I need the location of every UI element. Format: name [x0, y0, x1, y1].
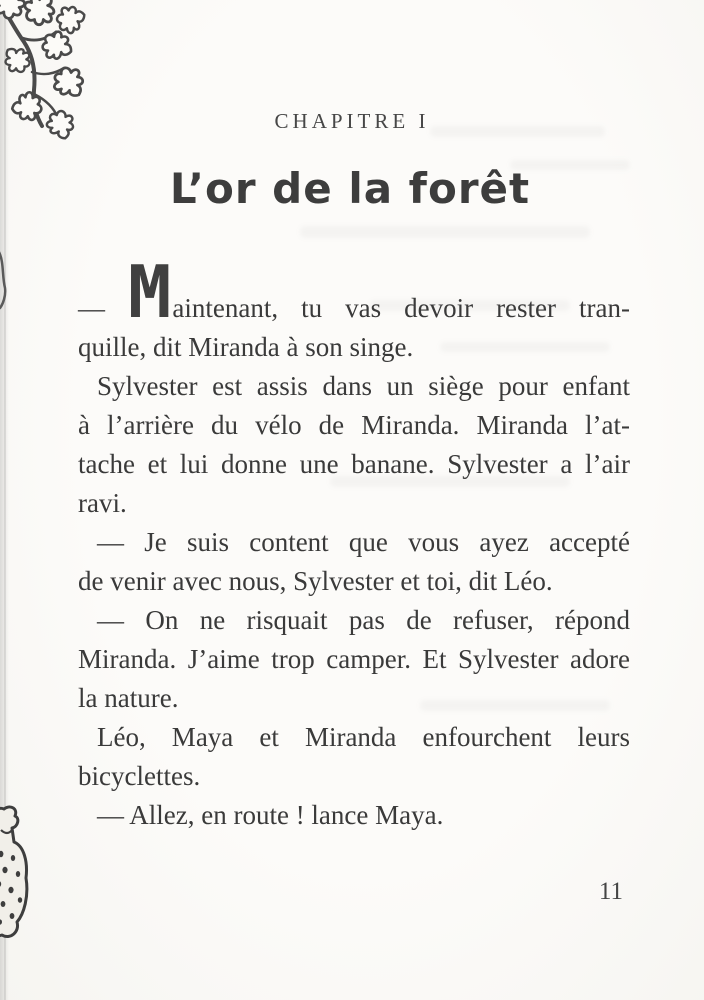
text-run: aintenant, tu vas devoir rester tran-	[172, 293, 631, 323]
text-line: ravi.	[78, 488, 127, 518]
branch-edge-mark	[0, 250, 10, 310]
chapter-heading: CHAPITRE I	[274, 109, 430, 133]
text-line: — On ne risquait pas de refuser, répond	[97, 605, 630, 635]
text-line: de venir avec nous, Sylvester et toi, dit Léo.	[78, 566, 553, 596]
text-line: bicyclettes.	[78, 761, 201, 791]
text-line: Sylvester est assis dans un siège pour enfant	[97, 371, 630, 401]
drop-cap-initial: M	[128, 250, 172, 334]
text-line: — Allez, en route ! lance Maya.	[97, 800, 444, 830]
oak-leaves-illustration	[0, 0, 98, 162]
dialogue-dash: —	[78, 293, 105, 323]
bottom-left-partial-illustration	[0, 800, 37, 960]
page-number: 11	[598, 878, 623, 905]
text-line: tache et lui donne une banane. Sylvester a l’air	[78, 449, 630, 479]
page-showthrough	[300, 226, 590, 238]
text-line: la nature.	[78, 683, 179, 713]
text-line	[78, 250, 631, 334]
text-line: Miranda. J’aime trop camper. Et Sylvester adore	[78, 644, 630, 674]
body-text	[78, 250, 631, 835]
text-line: Léo, Maya et Miranda enfourchent leurs	[97, 722, 630, 752]
chapter-title: L’or de la forêt	[169, 164, 531, 213]
text-line: — Je suis content que vous ayez accepté	[97, 527, 630, 557]
text-line: à l’arrière du vélo de Miranda. Miranda l’at-	[78, 410, 630, 440]
text-line: quille, dit Miranda à son singe.	[78, 332, 414, 362]
